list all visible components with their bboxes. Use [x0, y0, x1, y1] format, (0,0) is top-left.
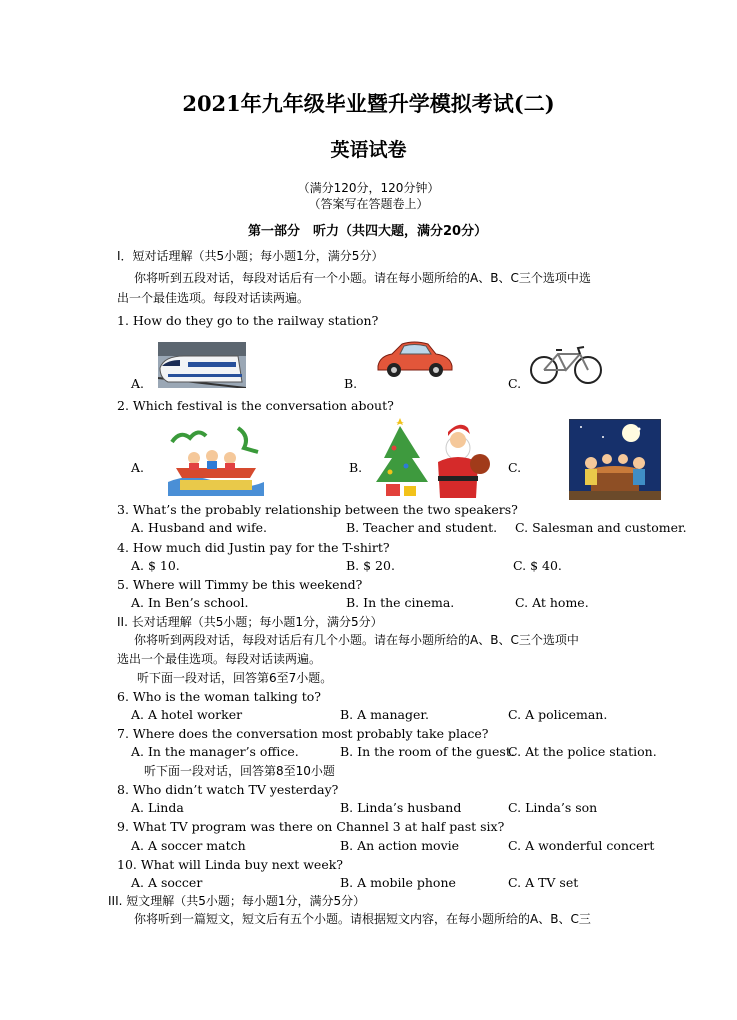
question-7: 7. Where does the conversation most probably take place?	[117, 726, 489, 741]
mid-autumn-festival-image	[569, 419, 661, 500]
q7-option-c: C. At the police station.	[508, 744, 657, 759]
score-time-note: （满分120分，120分钟）	[297, 181, 440, 195]
question-2: 2. Which festival is the conversation about?	[117, 398, 394, 413]
part1-heading: 第一部分 听力（共四大题，满分20分）	[248, 224, 488, 239]
car-image	[374, 338, 456, 382]
q3-option-c: C. Salesman and customer.	[515, 520, 687, 535]
section2-instruction-1: 你将听到两段对话，每段对话后有几个小题。请在每小题所给的A、B、C三个选项中	[134, 633, 579, 647]
section3-instruction-1: 你将听到一篇短文，短文后有五个小题。请根据短文内容，在每小题所给的A、B、C三	[134, 912, 591, 926]
question-8: 8. Who didn’t watch TV yesterday?	[117, 782, 339, 797]
question-1: 1. How do they go to the railway station?	[117, 313, 379, 328]
q7-option-b: B. In the room of the guest.	[340, 744, 515, 759]
q7-option-a: A. In the manager’s office.	[131, 744, 299, 759]
dragon-boat-festival-image	[168, 422, 264, 496]
q4-option-a: A. $ 10.	[131, 558, 180, 573]
q6-option-a: A. A hotel worker	[131, 707, 243, 722]
q9-option-c: C. A wonderful concert	[508, 838, 655, 853]
question-4: 4. How much did Justin pay for the T-shirt?	[117, 540, 390, 555]
q8-option-b: B. Linda’s husband	[340, 800, 462, 815]
section2-subheading-1: 听下面一段对话，回答第6至7小题。	[137, 671, 333, 685]
q6-option-c: C. A policeman.	[508, 707, 608, 722]
q1-option-b: B.	[344, 376, 358, 391]
q6-option-b: B. A manager.	[340, 707, 429, 722]
q2-option-b: B.	[349, 460, 363, 475]
q5-option-a: A. In Ben’s school.	[131, 595, 249, 610]
q5-option-c: C. At home.	[515, 595, 589, 610]
q1-option-c: C.	[508, 376, 522, 391]
exam-subject: 英语试卷	[330, 139, 407, 161]
q4-option-c: C. $ 40.	[513, 558, 562, 573]
q2-option-a: A.	[131, 460, 145, 475]
section3-title: III. 短文理解（共5小题；每小题1分，满分5分）	[108, 894, 366, 908]
section1-title: I．短对话理解（共5小题；每小题1分，满分5分）	[117, 249, 384, 263]
answer-note: （答案写在答题卷上）	[308, 197, 429, 211]
section2-subheading-2: 听下面一段对话，回答第8至10小题	[144, 764, 335, 778]
q10-option-a: A. A soccer	[131, 875, 203, 890]
question-6: 6. Who is the woman talking to?	[117, 689, 322, 704]
q4-option-b: B. $ 20.	[346, 558, 395, 573]
q9-option-a: A. A soccer match	[131, 838, 246, 853]
q5-option-b: B. In the cinema.	[346, 595, 455, 610]
bicycle-image	[528, 344, 604, 386]
section1-instruction-1: 你将听到五段对话，每段对话后有一个小题。请在每小题所给的A、B、C三个选项中选	[134, 271, 591, 285]
q3-option-a: A. Husband and wife.	[131, 520, 267, 535]
christmas-image	[376, 418, 490, 500]
q2-option-c: C.	[508, 460, 522, 475]
section2-title: II. 长对话理解（共5小题；每小题1分，满分5分）	[117, 615, 383, 629]
q9-option-b: B. An action movie	[340, 838, 460, 853]
q3-option-b: B. Teacher and student.	[346, 520, 498, 535]
question-10: 10. What will Linda buy next week?	[117, 857, 343, 872]
q1-option-a: A.	[131, 376, 145, 391]
train-image	[158, 342, 246, 388]
question-9: 9. What TV program was there on Channel 3 at half past six?	[117, 819, 505, 834]
question-5: 5. Where will Timmy be this weekend?	[117, 577, 363, 592]
exam-title: 2021年九年级毕业暨升学模拟考试(二)	[182, 91, 555, 116]
q8-option-a: A. Linda	[131, 800, 184, 815]
section1-instruction-2: 出一个最佳选项。每段对话读两遍。	[117, 291, 310, 305]
q10-option-b: B. A mobile phone	[340, 875, 456, 890]
q8-option-c: C. Linda’s son	[508, 800, 598, 815]
section2-instruction-2: 选出一个最佳选项。每段对话读两遍。	[117, 652, 322, 666]
q10-option-c: C. A TV set	[508, 875, 579, 890]
question-3: 3. What’s the probably relationship between the two speakers?	[117, 502, 518, 517]
